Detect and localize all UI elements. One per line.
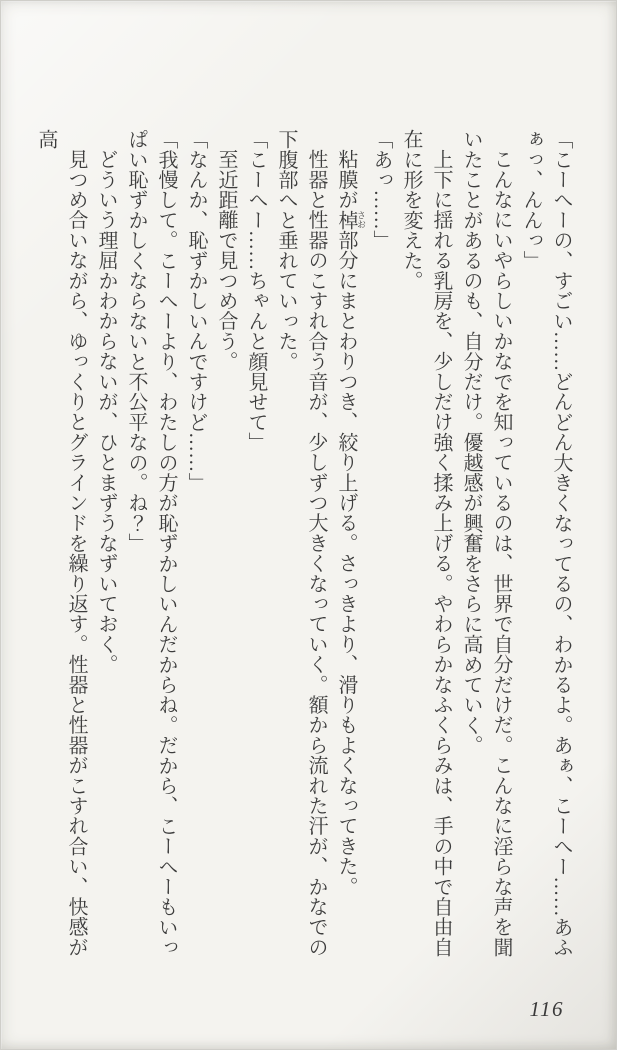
paragraph: 見つめ合いながら、ゆっくりとグラインドを繰り返す。性器と性器がこすれ合い、快感が高	[35, 129, 87, 958]
paragraph: こんなにいやらしいかなでを知っているのは、世界で自分だけだ。こんなに淫らな声を聞いたことがあるのも、自分だけ。優越感が興奮をさらに高めていく。	[460, 129, 512, 957]
paragraph: 「我慢して。こーへーより、わたしの方が恥ずかしいんだからね。だから、こーへーもいっぱい恥ずかしくならないと不公平なの。ね？」	[125, 129, 177, 958]
paragraph: 上下に揺れる乳房を、少しだけ強く揉み上げる。やわらかなふくらみは、手の中で自由自在に形を変えた。	[400, 129, 452, 957]
page-number: 116	[529, 997, 564, 1021]
paragraph: 性器と性器のこすれ合う音が、少しずつ大きくなっていく。額から流れた汗が、かなでの下腹部へと垂れていった。	[275, 129, 327, 957]
paragraph: 「こーへーの、すごい……どんどん大きくなってるの、わかるよ。あぁ、こーへー……あふぁっ、んんっ」	[520, 129, 572, 958]
ruby-annotated-word: 棹 さお	[335, 209, 366, 230]
paragraph: 至近距離で見つめ合う。	[215, 149, 237, 372]
paragraph: どういう理屈かわからないが、ひとまずうなずいておく。	[95, 149, 117, 675]
novel-text-block	[35, 129, 576, 973]
paragraph: 「あっ……」	[370, 129, 392, 251]
paragraph: 「なんか、恥ずかしいんですけど……」	[185, 129, 207, 493]
paragraph: 粘膜が棹 さお部分にまとわりつき、絞り上げる。さっきより、滑りもよくなってきた。	[335, 149, 366, 897]
paragraph: 「こーへー……ちゃんと顔見せて」	[245, 129, 267, 453]
